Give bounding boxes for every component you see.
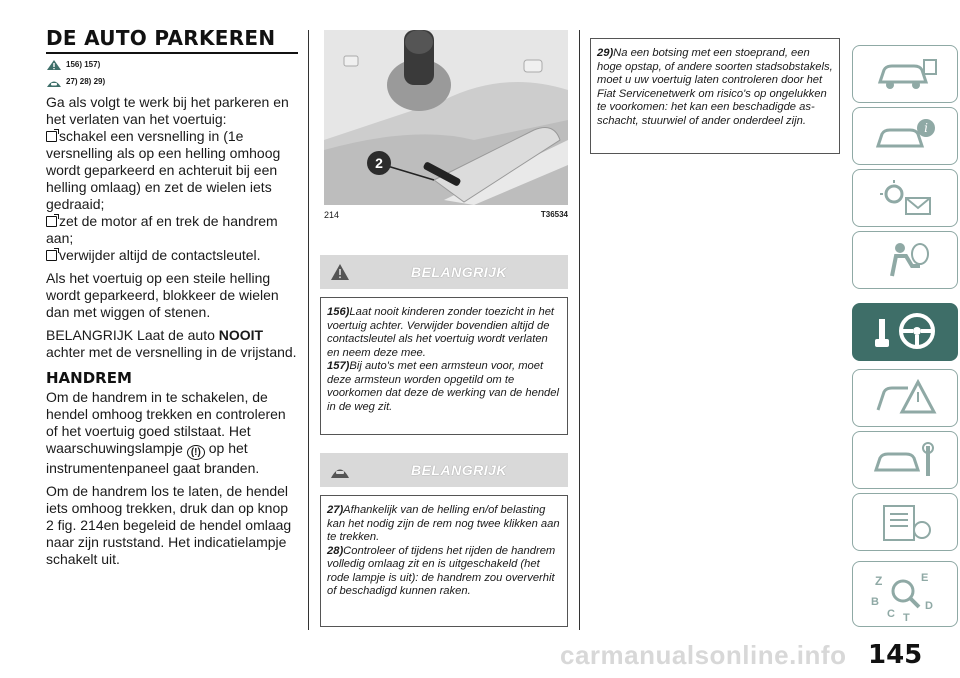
photo-callout-2: 2 [375,155,383,171]
spec-sheet-icon [870,502,940,542]
important-banner-2: BELANGRIJK [320,453,568,487]
note-box-3 [590,38,840,154]
note-item: 27)Afhankelijk van de helling en/of belasting kan het nodig zijn de rem nog twee klikken aan te trekken. [327,504,560,543]
note-item: 29)Na een botsing met een stoeprand, een hoge opstap, of andere soorten stadsobstakels, moet u uw voertuig laten controleren door het Fiat Servicenetwerk om risico's op ongelukken te voorkomen: het kan een beschadigde as-schacht, stuurwiel of ander onderdeel zijn. [597,47,833,127]
car-service-icon [870,440,940,480]
note-car-icon [46,76,62,88]
warning-note: 157)Bij auto's met een armsteun voor, moet deze armsteun worden opgetild om te voorkomen dat deze de werking van de hendel in de weg zit. [327,360,559,413]
bullet-icon [46,216,57,227]
figure-number: 214 [324,210,340,220]
warning-triangle-icon [46,59,62,71]
note-box-2 [320,495,568,627]
list-item: schakel een versnelling in (1e versnelling als op een helling omhoog wordt geparkeerd en achteruit bij een helling omlaag) en zet de wielen iets gedraaid; [46,128,281,212]
sidebar-tab-index[interactable] [852,561,958,627]
list-item: verwijder altijd de contactsleutel. [46,247,298,264]
section-title: DE AUTO PARKEREN [46,26,298,54]
page-number: 145 [868,640,923,670]
figure-caption [324,210,568,220]
svg-text:D: D [925,600,933,612]
road-emergency-icon [870,378,940,418]
column-left [46,0,298,568]
sidebar-tab-emergency[interactable] [852,369,958,427]
slope-text: Als het voertuig op een steile helling wordt geparkeerd, blokkeer de wielen dan met wiggen of stenen. [46,270,279,320]
bullet-icon [46,131,57,142]
sidebar-tab-car-info-circle[interactable] [852,107,958,165]
note-refs-line [46,75,298,88]
svg-text:Z: Z [875,574,883,588]
note-refs: 27) 28) 29) [66,77,106,86]
svg-text:T: T [903,612,910,623]
important-banner-1: BELANGRIJK [320,255,568,289]
svg-text:i: i [924,121,928,135]
handrem-heading: HANDREM [46,369,132,387]
warning-note: 156)Laat nooit kinderen zonder toezicht in het voertuig achter. Verwijder bovendien altijd de contactsleutel als het voertuig wordt verlaten en neem deze mee. [327,306,555,359]
intro-text: Ga als volgt te werk bij het parkeren en het verlaten van het voertuig: [46,94,289,127]
handbrake-photo [324,30,568,205]
svg-text:B: B [871,596,879,608]
list-item: zet de motor af en trek de handrem aan; [46,213,278,246]
neutral-warning: BELANGRIJK Laat de auto NOOIT achter met de versnelling in de vrijstand. [46,327,297,360]
svg-text:C: C [887,608,895,620]
warning-refs-line [46,58,298,71]
sidebar-tab-technical-data[interactable] [852,493,958,551]
warning-lights-icon [870,178,940,218]
watermark: carmanualsonline.info [560,640,847,670]
handrem-paragraph-2: Om de handrem los te laten, de hendel iets omhoog trekken, druk dan op knop 2 fig. 214en begeleid de hendel omlaag naar zijn ruststand. Het indicatielampje schakelt uit. [46,483,292,567]
column-divider [579,30,580,630]
figure-code: T36534 [540,210,568,219]
sidebar-tab-warning-lights[interactable] [852,169,958,227]
steering-wheel-key-icon [865,309,945,355]
sidebar-tab-car-info[interactable] [852,45,958,103]
note-item: 28)Controleer of tijdens het rijden de handrem volledig omlaag zit en is uitgeschakeld (het rode lampje is uit): de handrem zou oververhit of beschadigd kunnen raken. [327,544,556,597]
airbag-safety-icon [870,240,940,280]
sidebar-tab-safety[interactable] [852,231,958,289]
bullet-icon [46,250,57,261]
car-info-circle-icon [870,116,940,156]
index-search-icon [865,565,945,623]
sidebar-tab-starting-driving[interactable] [852,303,958,361]
brake-warning-lamp-icon: (!) [187,445,205,460]
handrem-paragraph-1: Om de handrem in te schakelen, de hendel omhoog trekken en controleren of het voertuig goed stilstaat. Het waarschuwingslampje (!) op het instrumentenpaneel gaat branden. [46,389,286,476]
warning-refs: 156) 157) [66,60,101,69]
car-info-icon [870,54,940,94]
note-car-icon [330,461,350,479]
column-divider [308,30,309,630]
svg-text:E: E [921,572,929,584]
warning-triangle-icon [330,263,350,281]
warning-box-1 [320,297,568,435]
sidebar-tab-maintenance[interactable] [852,431,958,489]
